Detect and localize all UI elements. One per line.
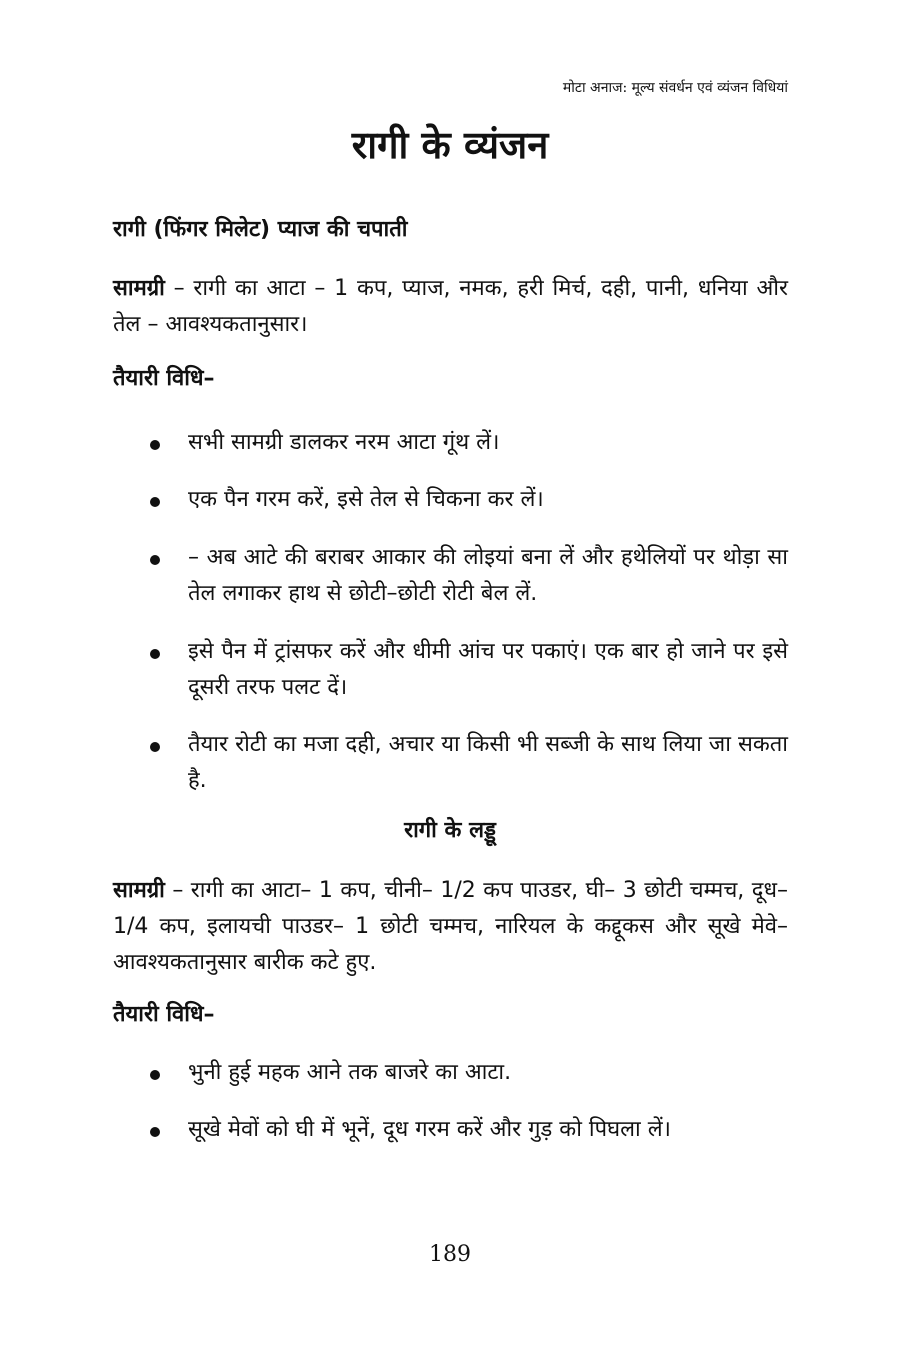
recipe2-step: सूखे मेवों को घी में भूनें, दूध गरम करें और गुड़ को पिघला लें। [150,1112,788,1148]
recipe1-method-label: तैयारी विधि– [113,366,215,391]
recipe1-heading: रागी (फिंगर मिलेट) प्याज की चपाती [113,217,408,242]
recipe2-heading: रागी के लड्डू [404,818,496,843]
page-number: 189 [429,1242,471,1267]
recipe1-ingredients [113,271,788,343]
bullet-icon [150,440,160,450]
recipe2-ingredients [113,873,788,981]
running-header: मोटा अनाज: मूल्य संवर्धन एवं व्यंजन विधियां [562,80,788,96]
recipe2-step: भुनी हुई महक आने तक बाजरे का आटा. [150,1055,788,1091]
bullet-icon [150,742,160,752]
bullet-icon [150,497,160,507]
bullet-icon [150,555,160,565]
bullet-icon [150,649,160,659]
recipe1-step: इसे पैन में ट्रांसफर करें और धीमी आंच पर पकाएं। एक बार हो जाने पर इसे दूसरी तरफ पलट दें। [150,634,788,706]
recipe2-ingredients-text: – रागी का आटा– 1 कप, चीनी– 1/2 कप पाउडर, घी– 3 छोटी चम्मच, दूध– 1/4 कप, इलायची पाउडर– 1 छोटी चम्मच, नारियल के कद्दूकस और सूखे मेवे– आवश्यकतानुसार बारीक कटे हुए. [113,878,788,975]
recipe2-method-label: तैयारी विधि– [113,1002,215,1027]
recipe1-step: सभी सामग्री डालकर नरम आटा गूंथ लें। [150,425,788,461]
bullet-icon [150,1127,160,1137]
recipe1-step: – अब आटे की बराबर आकार की लोइयां बना लें और हथेलियों पर थोड़ा सा तेल लगाकर हाथ से छोटी–छोटी रोटी बेल लें. [150,540,788,612]
page-title: रागी के व्यंजन [351,123,549,167]
bullet-icon [150,1070,160,1080]
recipe1-step: एक पैन गरम करें, इसे तेल से चिकना कर लें। [150,482,788,518]
recipe1-step: तैयार रोटी का मजा दही, अचार या किसी भी सब्जी के साथ लिया जा सकता है. [150,727,788,799]
recipe2-ingredients-label: सामग्री [113,878,165,903]
recipe1-ingredients-label: सामग्री [113,276,165,301]
recipe1-ingredients-text: – रागी का आटा – 1 कप, प्याज, नमक, हरी मिर्च, दही, पानी, धनिया और तेल – आवश्यकतानुसार। [113,276,788,337]
